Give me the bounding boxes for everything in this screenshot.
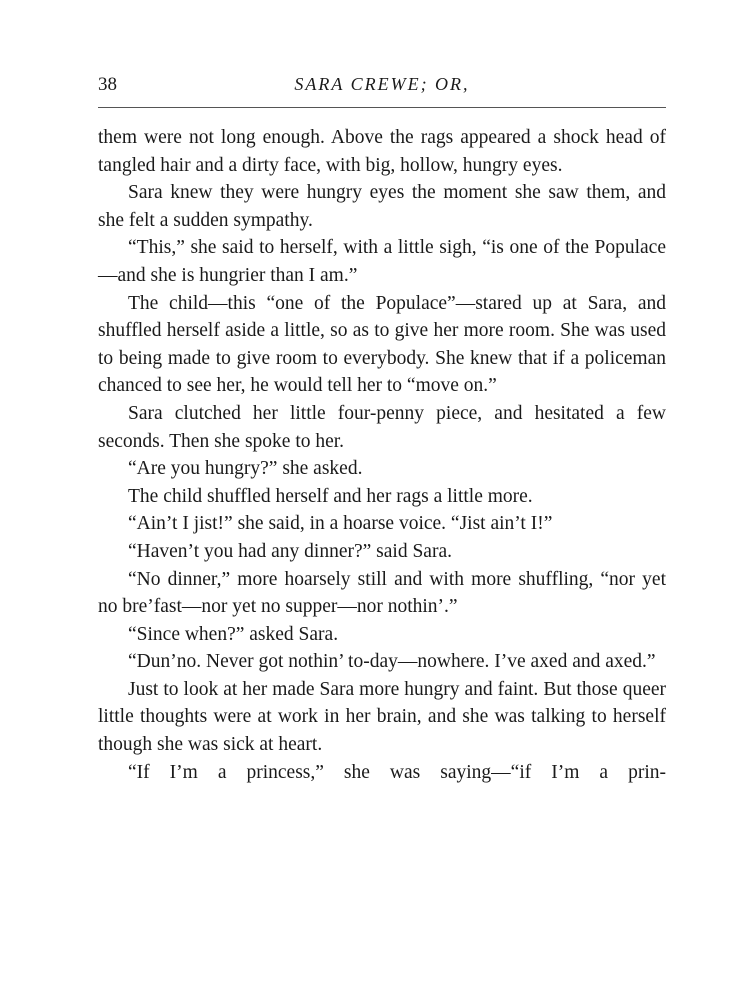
paragraph: “Ain’t I jist!” she said, in a hoarse voice. “Jist ain’t I!” [128,513,553,535]
paragraph: “Dun’no. Never got nothin’ to-day—nowhere. I’ve axed and axed.” [128,651,656,673]
paragraph: them were not long enough. Above the rags appeared a shock head of tangled hair and a dirty face, with big, hollow, hungry eyes. [98,127,666,176]
page-header [98,74,666,100]
paragraph: Sara knew they were hungry eyes the moment she saw them, and she felt a sudden sympathy. [98,182,666,231]
paragraph: The child shuffled herself and her rags a little more. [128,485,533,507]
paragraph: Just to look at her made Sara more hungry and faint. But those queer little thoughts were at work in her brain, and she was talking to herself though she was sick at heart. [98,678,666,756]
paragraph: “Are you hungry?” she asked. [128,458,363,480]
page-number: 38 [98,74,117,95]
body-text [98,124,666,786]
paragraph: “Since when?” asked Sara. [128,623,339,645]
paragraph: Sara clutched her little four-penny piece, and hesitated a few seconds. Then she spoke to her. [98,402,666,452]
header-rule [98,107,666,108]
paragraph: “Haven’t you had any dinner?” said Sara. [128,540,452,562]
paragraph: “No dinner,” more hoarsely still and with more shuffling, “nor yet no bre’fast—nor yet no supper—nor nothin’.” [98,568,666,618]
running-title: SARA CREWE; OR, [294,74,470,94]
paragraph: The child—this “one of the Populace”—stared up at Sara, and shuffled herself aside a little, so as to give her more room. She was used to being made to give room to everybody. She knew that if a policeman chanced to see her, he would tell her to “move on.” [98,292,666,397]
paragraph: “This,” she said to herself, with a little sigh, “is one of the Populace—and she is hungrier than I am.” [98,237,666,286]
paragraph: “If I’m a princess,” she was saying—“if I’m a prin- [128,761,666,783]
